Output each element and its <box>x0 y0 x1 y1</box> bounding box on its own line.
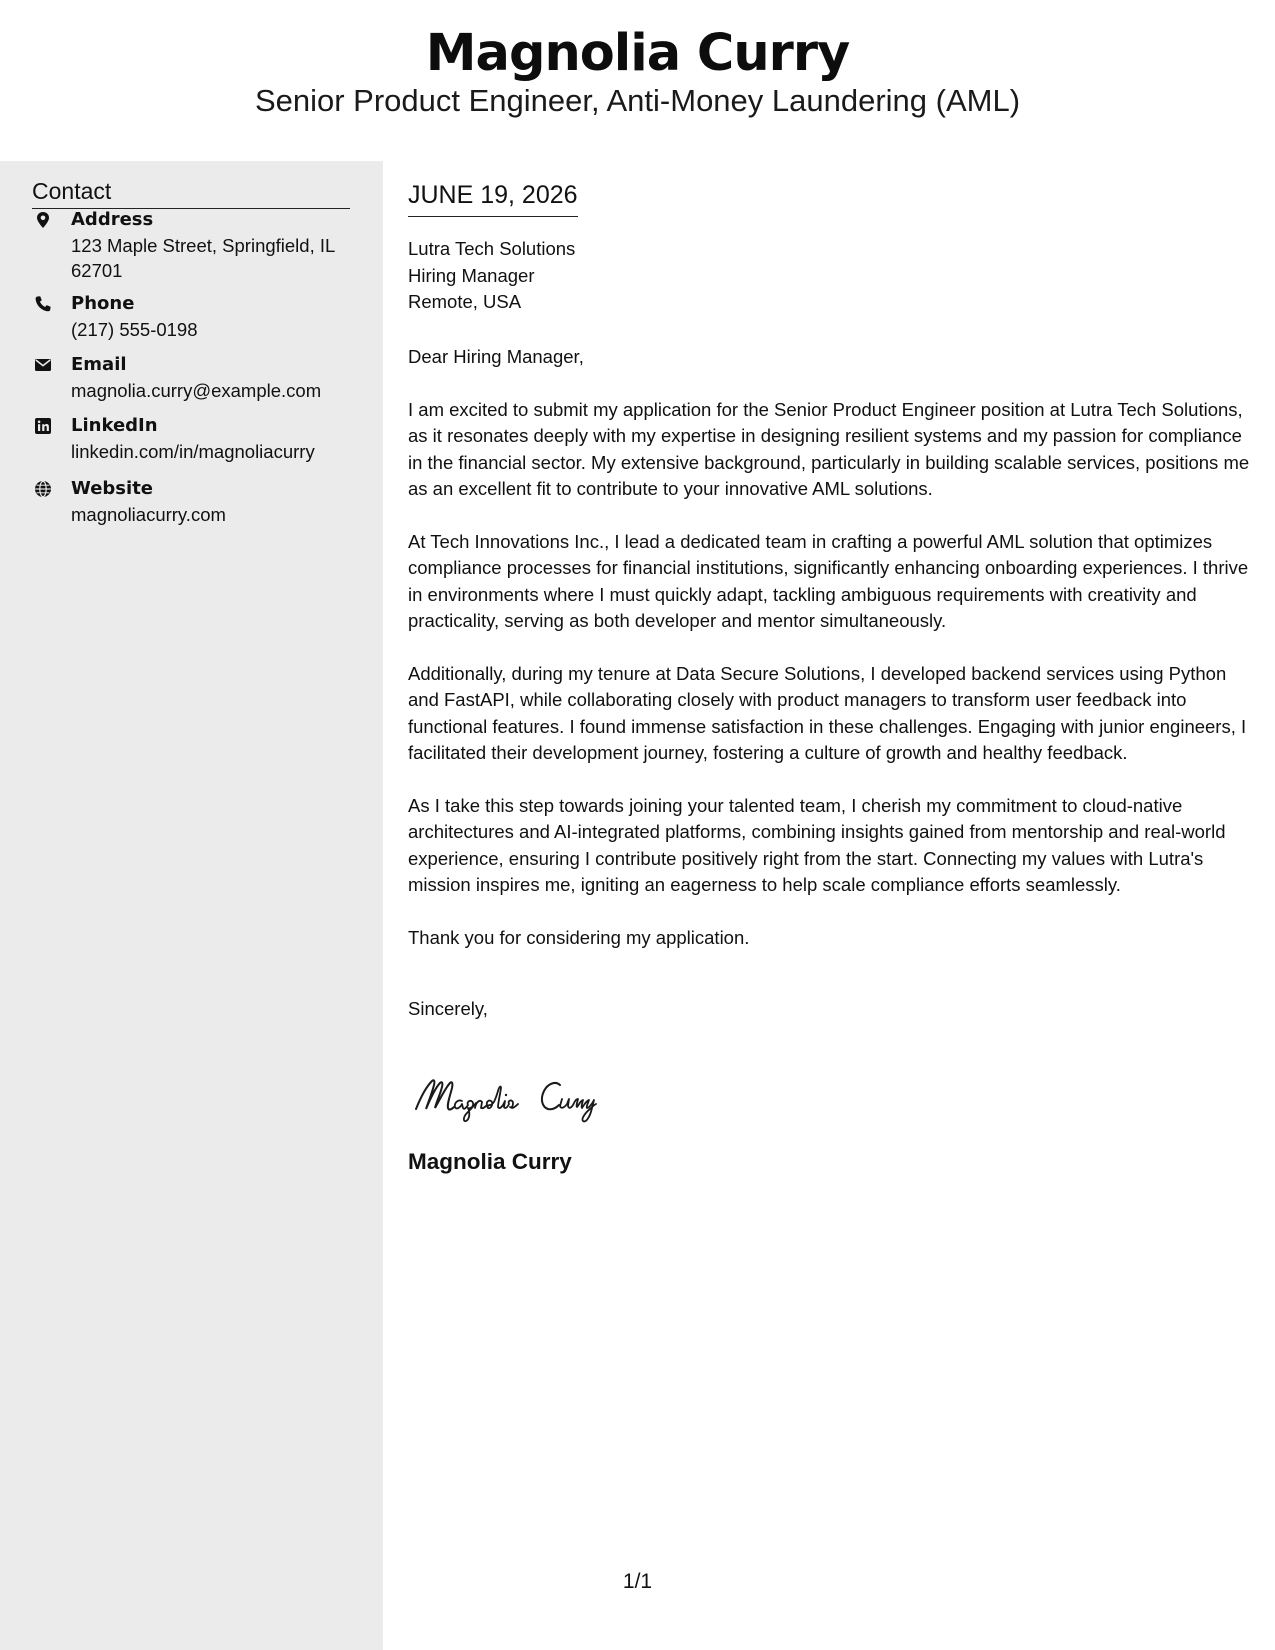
signature-image <box>410 1061 680 1131</box>
envelope-icon <box>34 356 52 374</box>
contact-value-phone: (217) 555-0198 <box>71 319 198 340</box>
recipient-block <box>408 236 575 316</box>
paragraph-2: At Tech Innovations Inc., I lead a dedicated team in crafting a powerful AML solution that optimizes compliance processes for financial institutions, significantly enhancing onboarding experiences. I thrive in environments where I must quickly adapt, tackling ambiguous requirements with creativity and practicality, serving as both developer and mentor simultaneously. <box>408 531 1249 632</box>
paragraph-4: As I take this step towards joining your talented team, I cherish my commitment to cloud-native architectures and AI-integrated platforms, combining insights gained from mentorship and real-world experience, ensuring I contribute positively right from the start. Connecting my values with Lutra's mission inspires me, igniting an eagerness to help scale compliance efforts seamlessly. <box>408 795 1226 896</box>
map-pin-icon <box>34 211 52 229</box>
contact-label-linkedin: LinkedIn <box>71 415 158 436</box>
contact-value-website: magnoliacurry.com <box>71 504 226 525</box>
globe-icon <box>34 480 52 498</box>
contact-sidebar <box>0 161 383 1650</box>
phone-icon <box>34 295 52 313</box>
contact-label-website: Website <box>71 478 154 499</box>
recipient-role: Hiring Manager <box>408 264 535 286</box>
applicant-title: Senior Product Engineer, Anti-Money Laundering (AML) <box>254 83 1021 118</box>
page-number: 1/1 <box>622 1570 653 1593</box>
letter-date: JUNE 19, 2026 <box>408 179 578 217</box>
contact-value-email: magnolia.curry@example.com <box>71 380 322 401</box>
recipient-company: Lutra Tech Solutions <box>408 238 576 259</box>
closing: Sincerely, <box>408 998 488 1019</box>
contact-label-address: Address <box>71 209 154 230</box>
recipient-location: Remote, USA <box>408 291 522 312</box>
salutation: Dear Hiring Manager, <box>408 346 584 367</box>
contact-label-email: Email <box>71 354 127 375</box>
thanks-line: Thank you for considering my application. <box>408 927 750 948</box>
contact-heading: Contact <box>32 176 350 209</box>
contact-value-linkedin: linkedin.com/in/magnoliacurry <box>71 441 315 462</box>
contact-value-address: 123 Maple Street, Springfield, IL 62701 <box>71 235 335 281</box>
applicant-name: Magnolia Curry <box>425 24 850 83</box>
paragraph-3: Additionally, during my tenure at Data Secure Solutions, I developed backend services using Python and FastAPI, while collaborating closely with product managers to transform user feedback into functional features. I found immense satisfaction in these challenges. Engaging with junior engineers, I facilitated their development journey, fostering a culture of growth and healthy feedback. <box>408 663 1247 764</box>
contact-label-phone: Phone <box>71 293 135 314</box>
linkedin-icon <box>34 417 52 435</box>
signer-name: Magnolia Curry <box>408 1149 572 1174</box>
paragraph-1: I am excited to submit my application for the Senior Product Engineer position at Lutra Tech Solutions, as it resonates deeply with my expertise in designing resilient systems and my passion for compliance in the financial sector. My extensive background, particularly in building scalable services, positions me as an excellent fit to contribute to your innovative AML solutions. <box>408 399 1250 500</box>
letter-header <box>0 0 1275 161</box>
